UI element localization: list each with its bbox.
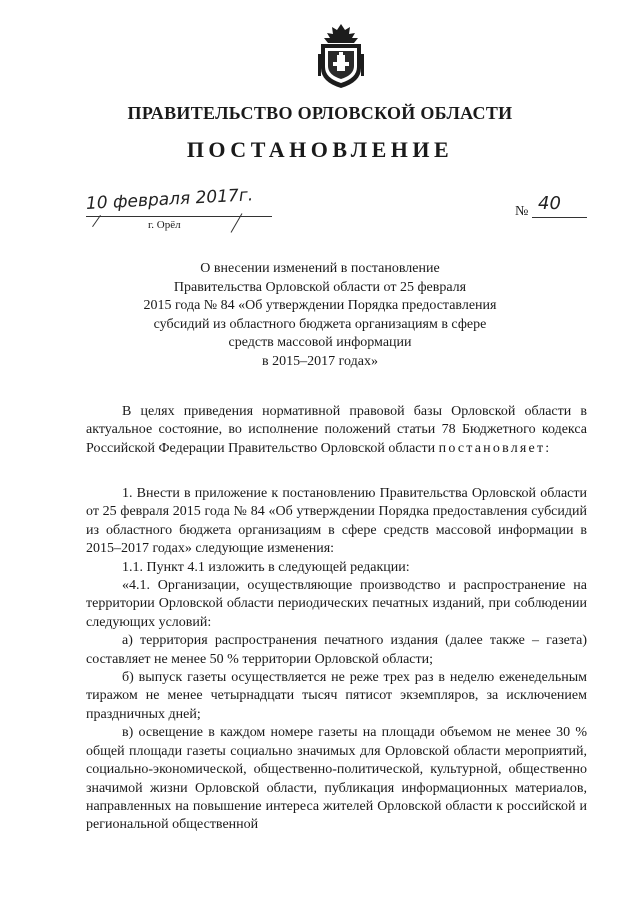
- city-label: г. Орёл: [148, 219, 181, 231]
- subject-line: в 2015–2017 годах»: [262, 353, 378, 369]
- government-title: ПРАВИТЕЛЬСТВО ОРЛОВСКОЙ ОБЛАСТИ: [127, 103, 513, 123]
- subject-line: субсидий из областного бюджета организациям в сфере: [153, 316, 487, 332]
- document-type: ПОСТАНОВЛЕНИЕ: [186, 137, 454, 162]
- document-body: [86, 485, 587, 835]
- number-underline: [532, 217, 587, 218]
- preamble-text: В целях приведения нормативной правовой базы Орловской области в актуальное состояние, во исполнение положений статьи 78 Бюджетного кодекса Российской Федерации Правительство Орловской области: [86, 404, 587, 456]
- document-subject: [110, 260, 530, 371]
- body-paragraph: а) территория распространения печатного издания (далее также – газета) составляет не менее 50 % территории Орловской области;: [86, 633, 587, 667]
- resolves-word: постановляет:: [438, 440, 552, 456]
- body-paragraph: б) выпуск газеты осуществляется не реже трех раз в неделю еженедельным тиражом не менее четырнадцати тысяч пятисот экземпляров, за исключением праздничных дней;: [86, 670, 587, 722]
- number-label: №: [515, 204, 529, 219]
- subject-line: Правительства Орловской области от 25 февраля: [173, 279, 467, 295]
- preamble-paragraph: [86, 403, 587, 458]
- handwritten-date: 10 февраля 2017г.: [85, 185, 254, 214]
- handwritten-number: 40: [538, 193, 561, 214]
- body-paragraph: 1.1. Пункт 4.1 изложить в следующей редакции:: [122, 559, 410, 575]
- coat-of-arms-icon: [314, 22, 368, 90]
- body-paragraph: 1. Внести в приложение к постановлению Правительства Орловской области от 25 февраля 2015 года № 84 «Об утверждении Порядка предоставления субсидий из областного бюджета организациям в сфере средств массовой информации в 2015–2017 годах» следующие изменения:: [86, 486, 587, 557]
- date-underline: [86, 216, 272, 217]
- body-paragraph: «4.1. Организации, осуществляющие производство и распространение на территории Орловской области периодических печатных изданий, при соблюдении следующих условий:: [86, 578, 587, 630]
- subject-line: средств массовой информации: [228, 335, 412, 350]
- subject-line: 2015 года № 84 «Об утверждении Порядка предоставления: [143, 298, 497, 313]
- body-paragraph: в) освещение в каждом номере газеты на площади объемом не менее 30 % общей площади газеты социально значимых для Орловской области мероприятий, социально-экономической, общественно-политической, культурной, общественно значимой жизни Орловской области, публикация информационных материалов, направленных на повышение интереса жителей Орловской области к российской и региональной общественной: [86, 725, 587, 833]
- subject-line: О внесении изменений в постановление: [200, 261, 440, 276]
- preamble: [86, 403, 587, 458]
